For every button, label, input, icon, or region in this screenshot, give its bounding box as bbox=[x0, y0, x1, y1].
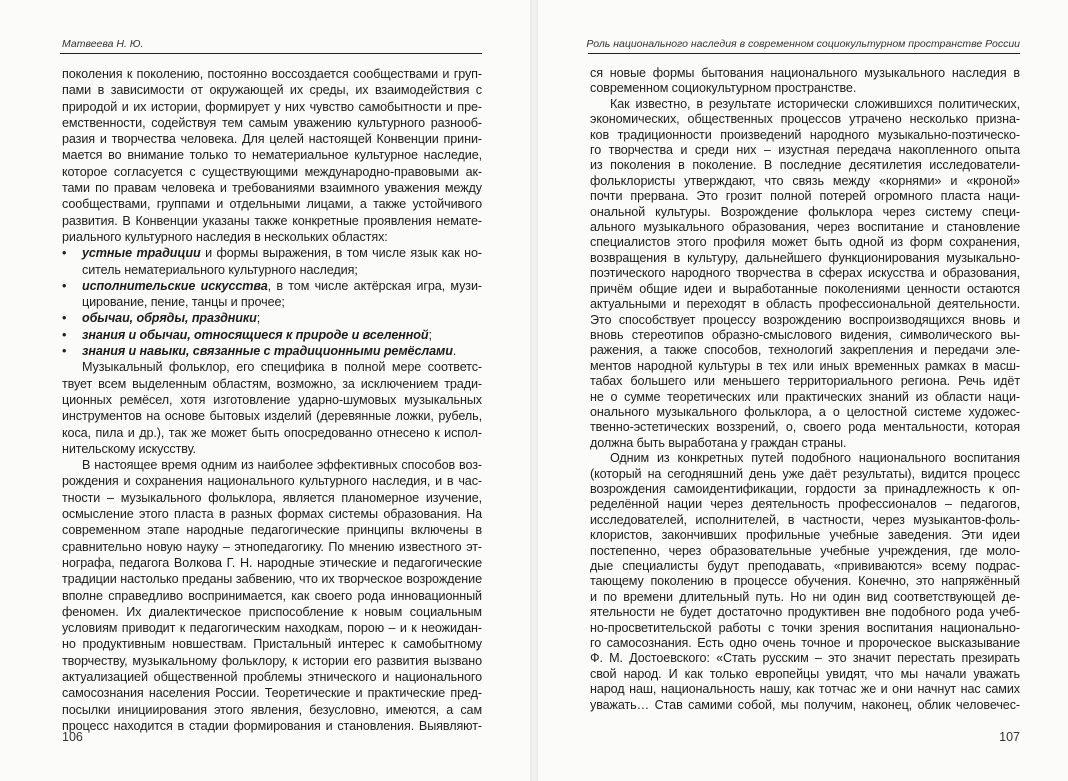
text-line bbox=[590, 266, 1020, 281]
text-line bbox=[590, 544, 1020, 559]
line-text: современном этапе народные педагогические принципы включены в bbox=[62, 523, 482, 538]
text-line bbox=[590, 436, 1020, 451]
header-rule bbox=[60, 53, 482, 54]
line-text: актуализацией общественной проблемы этнического и национального bbox=[62, 669, 482, 684]
bullet-icon: • bbox=[62, 311, 67, 326]
text-line bbox=[590, 112, 1020, 127]
line-text: и формы выражения, в том числе язык как но- bbox=[200, 246, 483, 261]
line-text: ; bbox=[428, 327, 432, 342]
line-text: инструментов на основе бытовых изделий (деревянные ложки, рубель, bbox=[62, 409, 482, 424]
bullet-icon: • bbox=[62, 278, 67, 293]
text-line bbox=[590, 682, 1020, 697]
text-line bbox=[62, 571, 482, 587]
line-text: народ наш, национальность нашу, как тотчас же и они начнут нас самих bbox=[590, 682, 1020, 697]
line-text: го самосознания. Есть одно очень точное и пророческое высказывание bbox=[590, 636, 1020, 651]
line-text: Как известно, в результате исторически сложившихся политических, bbox=[610, 96, 1020, 111]
line-text: го творчества и среди них – изустная передача накопленного опыта bbox=[590, 143, 1020, 158]
line-text: ределённой нации через деятельность профессионалов – педагогов, bbox=[590, 497, 1020, 512]
line-text: нительскому искусству. bbox=[62, 441, 196, 456]
line-text: мается во внимание только то нематериальное культурное наследие, bbox=[62, 148, 482, 163]
text-line bbox=[62, 702, 482, 718]
text-line bbox=[590, 497, 1020, 512]
bullet-icon: • bbox=[62, 344, 67, 359]
text-line bbox=[590, 189, 1020, 204]
text-line bbox=[590, 636, 1020, 651]
text-line bbox=[62, 229, 482, 245]
line-text: вполне справедливо воспринимается, как своего рода инновационный bbox=[62, 588, 482, 603]
text-line bbox=[62, 457, 482, 473]
text-line bbox=[62, 82, 482, 98]
line-text: природой и их истории, формирует у них чувство самобытности и пре- bbox=[62, 99, 482, 114]
line-text: ; bbox=[256, 311, 261, 326]
text-line bbox=[62, 604, 482, 620]
text-line bbox=[62, 685, 482, 701]
line-text: ональной культуры. Возрождение фольклора через систему специ- bbox=[590, 204, 1020, 219]
text-line bbox=[590, 174, 1020, 189]
line-text: актуальными и переходят в область профессиональной деятельности. bbox=[590, 297, 1020, 312]
page-number: 106 bbox=[62, 730, 83, 744]
text-line bbox=[590, 235, 1020, 250]
text-line bbox=[590, 528, 1020, 543]
line-text: сравнительно новую науку – этнопедагогику. По мнению известного эт- bbox=[62, 539, 482, 554]
text-line bbox=[590, 251, 1020, 266]
line-text: почти прервана. Это грозит полной потерей огромного пласта наци- bbox=[590, 189, 1020, 204]
text-line bbox=[590, 128, 1020, 143]
line-text: феномен. Их диалектическое приспособление к новым социальным bbox=[62, 604, 482, 619]
line-text: свой народ. И как только европейцы увидят, что мы начали уважать bbox=[590, 666, 1020, 681]
line-text: не о сумме теоретических или практических знаний из области наци- bbox=[590, 389, 1020, 404]
line-text: тности – музыкального фольклора, является планомерное изучение, bbox=[62, 490, 482, 505]
line-text: Музыкальный фольклор, его специфика в полной мере соответс- bbox=[82, 360, 482, 375]
line-text: коса, пила и др.), так же может быть опосредованно отнесено к испол- bbox=[62, 425, 482, 440]
header-rule bbox=[588, 53, 1020, 54]
line-text: цирование, пение, танцы и прочее; bbox=[82, 295, 285, 310]
line-text: ситель нематериального культурного наследия; bbox=[82, 262, 358, 277]
line-text: ционных ремёсел, хотя изготовление ударно-шумовых музыкальных bbox=[62, 392, 482, 407]
text-line bbox=[590, 313, 1020, 328]
text-line bbox=[62, 408, 482, 424]
text-line bbox=[62, 180, 482, 196]
text-line bbox=[62, 115, 482, 131]
line-text: дые специалисты будут преподавать, «прививаются» всему подрас- bbox=[590, 559, 1020, 573]
line-text: сообществами, группами и отдельными лицами, а также устойчивого bbox=[62, 197, 482, 212]
line-text: В настоящее время одним из наиболее эффективных способов воз- bbox=[82, 458, 482, 473]
left-body-text bbox=[62, 66, 482, 734]
bullet-item bbox=[62, 278, 482, 294]
text-line bbox=[590, 66, 1020, 81]
text-line bbox=[62, 539, 482, 555]
text-line bbox=[590, 158, 1020, 173]
text-line bbox=[590, 605, 1020, 620]
text-line bbox=[62, 718, 482, 734]
text-line bbox=[62, 294, 482, 310]
line-text: табах большего или меньшего территориального региона. Речь идёт bbox=[590, 374, 1020, 389]
line-text: Одним из конкретных путей подобного национального воспитания bbox=[610, 451, 1020, 466]
emphasized-term: устные традиции bbox=[82, 246, 201, 261]
line-text: . bbox=[452, 344, 457, 359]
bullet-item bbox=[62, 245, 482, 261]
text-line bbox=[62, 147, 482, 163]
text-line bbox=[62, 99, 482, 115]
book-gutter bbox=[530, 0, 538, 781]
line-text: осмысление этого пласта в разных формах системы образования. На bbox=[62, 507, 482, 522]
text-line bbox=[590, 513, 1020, 528]
line-text: экономических, общественных процессов утрачено несколько призна- bbox=[590, 112, 1020, 127]
line-text: ментов народной культуры в тех или иных временных рамках в масш- bbox=[590, 358, 1020, 373]
line-text: должна быть выработана у граждан страны. bbox=[590, 435, 847, 450]
text-line bbox=[590, 359, 1020, 374]
line-text: ятельности не будет достаточно продуктивен вне подобного рода учеб- bbox=[590, 605, 1020, 620]
emphasized-term: исполнительские искусства bbox=[82, 278, 268, 293]
bullet-item bbox=[62, 343, 482, 359]
text-line bbox=[590, 482, 1020, 497]
text-line bbox=[590, 651, 1020, 666]
text-line bbox=[62, 490, 482, 506]
line-text: тающему поколению в процессе обучения. Конечно, это напряжённый bbox=[590, 574, 1020, 589]
text-line bbox=[62, 262, 482, 278]
running-head-author: Матвеева Н. Ю. bbox=[62, 38, 144, 50]
text-line bbox=[62, 555, 482, 571]
line-text: посылки инициирования этого явления, безусловно, имеются, а сам bbox=[62, 702, 482, 717]
text-line bbox=[590, 467, 1020, 482]
line-text: нографа, педагога Волкова Г. Н. народные этические и педагогические bbox=[62, 555, 482, 570]
line-text: онального музыкального фольклора, а о целостной системе художес- bbox=[590, 404, 1020, 419]
line-text: специалистов этого профиля может быть одной из форм сохранения, bbox=[590, 235, 1020, 250]
text-line bbox=[62, 620, 482, 636]
text-line bbox=[62, 653, 482, 669]
text-line bbox=[62, 376, 482, 392]
text-line bbox=[590, 574, 1020, 589]
left-page bbox=[0, 0, 530, 781]
text-line bbox=[590, 81, 1020, 96]
line-text: развития. В Конвенции указаны также конкретные проявления немате- bbox=[62, 213, 482, 228]
text-line bbox=[62, 66, 482, 82]
line-text: но продуктивным новшествам. Пристальный интерес к самобытному bbox=[62, 637, 482, 652]
line-text: разия и творчества человека. Для целей настоящей Конвенции прини- bbox=[62, 132, 482, 147]
line-text: ков традиционности произведений народного музыкально-поэтическо- bbox=[590, 127, 1020, 142]
line-text: фольклористы утверждают, что связь между «корнями» и «кроной» bbox=[590, 173, 1020, 188]
bullet-item bbox=[62, 310, 482, 326]
line-text: пами в зависимости от окружающей их среды, их взаимодействия с bbox=[62, 83, 482, 98]
emphasized-term: обычаи, обряды, праздники bbox=[82, 311, 257, 326]
line-text: твует всем выделенным областям, возможно, за исключением тради- bbox=[62, 376, 482, 391]
bullet-icon: • bbox=[62, 246, 67, 261]
text-line bbox=[62, 392, 482, 408]
text-line bbox=[590, 205, 1020, 220]
line-text: самосознания населения России. Теоретические и практические пред- bbox=[62, 686, 482, 701]
line-text: Это способствует процессу возрождению воспроизводящихся вновь и bbox=[590, 312, 1020, 327]
text-line bbox=[590, 390, 1020, 405]
text-line bbox=[62, 473, 482, 489]
line-text: современном социокультурном пространстве. bbox=[590, 81, 857, 96]
text-line bbox=[590, 143, 1020, 158]
line-text: возвращения в культуру, дальнейшего функционирования музыкально- bbox=[590, 250, 1020, 265]
text-line bbox=[590, 343, 1020, 358]
page-number: 107 bbox=[999, 730, 1020, 744]
text-line bbox=[62, 213, 482, 229]
line-text: исследователей, исполнителей, в частности, через музыкантов-фоль- bbox=[590, 512, 1020, 527]
line-text: творчеству, музыкальному фольклору, к истории его развития вызвано bbox=[62, 653, 482, 668]
bullet-icon: • bbox=[62, 327, 67, 342]
line-text: ся новые формы бытования национального музыкального наследия в bbox=[590, 66, 1020, 80]
text-line bbox=[62, 506, 482, 522]
text-line bbox=[590, 328, 1020, 343]
line-text: условиям приводит к педагогическим находкам, порою – и к неожидан- bbox=[62, 621, 482, 636]
text-line bbox=[590, 420, 1020, 435]
line-text: традиции настолько преданы забвению, что их творческое возрождение bbox=[62, 572, 482, 587]
text-line bbox=[590, 698, 1020, 713]
bullet-item bbox=[62, 327, 482, 343]
line-text: но-просветительской работы с точки зрения воспитания национально- bbox=[590, 620, 1020, 635]
text-line bbox=[590, 405, 1020, 420]
line-text: причём общие идеи и выработанные поколениями ценности остаются bbox=[590, 281, 1020, 296]
line-text: твенно-эстетических воззрений, о, своего рода ментальности, которая bbox=[590, 420, 1020, 435]
line-text: тами по правам человека и требованиями взаимного уважения между bbox=[62, 181, 482, 196]
text-line bbox=[590, 451, 1020, 466]
line-text: клористов, закончивших профильные учебные заведения. Эти идеи bbox=[590, 528, 1020, 543]
line-text: возрождения самоидентификации, гордости за принадлежность к оп- bbox=[590, 481, 1020, 496]
text-line bbox=[590, 374, 1020, 389]
text-line bbox=[62, 588, 482, 604]
line-text: и по времени длительный путь. Но ни один вид соответствующей де- bbox=[590, 589, 1020, 604]
text-line bbox=[62, 164, 482, 180]
right-body-text bbox=[590, 66, 1020, 713]
running-head-title: Роль национального наследия в современном социокультурном пространстве России bbox=[586, 38, 1020, 50]
text-line bbox=[590, 282, 1020, 297]
line-text: поколения к поколению, постоянно воссоздается сообществами и груп- bbox=[62, 67, 482, 81]
line-text: емственности, содействуя тем самым уважению культурного разнооб- bbox=[62, 115, 482, 130]
line-text: постепенно, через образовательные учебные учреждения, где моло- bbox=[590, 543, 1020, 558]
line-text: вновь стереотипов образно-смыслового видения, символического вы- bbox=[590, 327, 1020, 342]
line-text: рождения и сохранения национального культурного наследия, и в час- bbox=[62, 474, 482, 489]
text-line bbox=[590, 590, 1020, 605]
line-text: уважать… Став самими собой, мы получим, наконец, облик человечес- bbox=[590, 697, 1020, 712]
text-line bbox=[62, 636, 482, 652]
text-line bbox=[590, 297, 1020, 312]
emphasized-term: знания и навыки, связанные с традиционными ремёслами bbox=[82, 344, 453, 359]
line-text: , в том числе актёрская игра, музи- bbox=[267, 278, 482, 293]
line-text: ального музыкального образования, через воспитание и становление bbox=[590, 220, 1020, 235]
line-text: поэтического народного творчества в сферах искусства и образования, bbox=[590, 266, 1020, 281]
line-text: которое согласуется с существующими международно-правовыми ак- bbox=[62, 164, 482, 179]
text-line bbox=[62, 359, 482, 375]
line-text: процесс находится в стадии формирования и становления. Выявляют- bbox=[62, 718, 482, 733]
text-line bbox=[62, 522, 482, 538]
line-text: из поколения в поколение. В последние десятилетия исследователи- bbox=[590, 158, 1020, 173]
text-line bbox=[590, 621, 1020, 636]
line-text: риального культурного наследия в нескольких областях: bbox=[62, 229, 388, 244]
line-text: Ф. М. Достоевского: «Стать русским – это значит перестать презирать bbox=[590, 651, 1020, 666]
text-line bbox=[590, 559, 1020, 574]
text-line bbox=[62, 131, 482, 147]
text-line bbox=[590, 97, 1020, 112]
line-text: ражения, а также способов, технологий закрепления и передачи эле- bbox=[590, 343, 1020, 358]
text-line bbox=[590, 667, 1020, 682]
text-line bbox=[590, 220, 1020, 235]
right-page bbox=[538, 0, 1068, 781]
emphasized-term: знания и обычаи, относящиеся к природе и вселенной bbox=[82, 327, 429, 342]
line-text: (который на сегодняшний день уже даёт результаты), видится процесс bbox=[590, 466, 1020, 481]
text-line bbox=[62, 669, 482, 685]
text-line bbox=[62, 196, 482, 212]
text-line bbox=[62, 441, 482, 457]
text-line bbox=[62, 425, 482, 441]
